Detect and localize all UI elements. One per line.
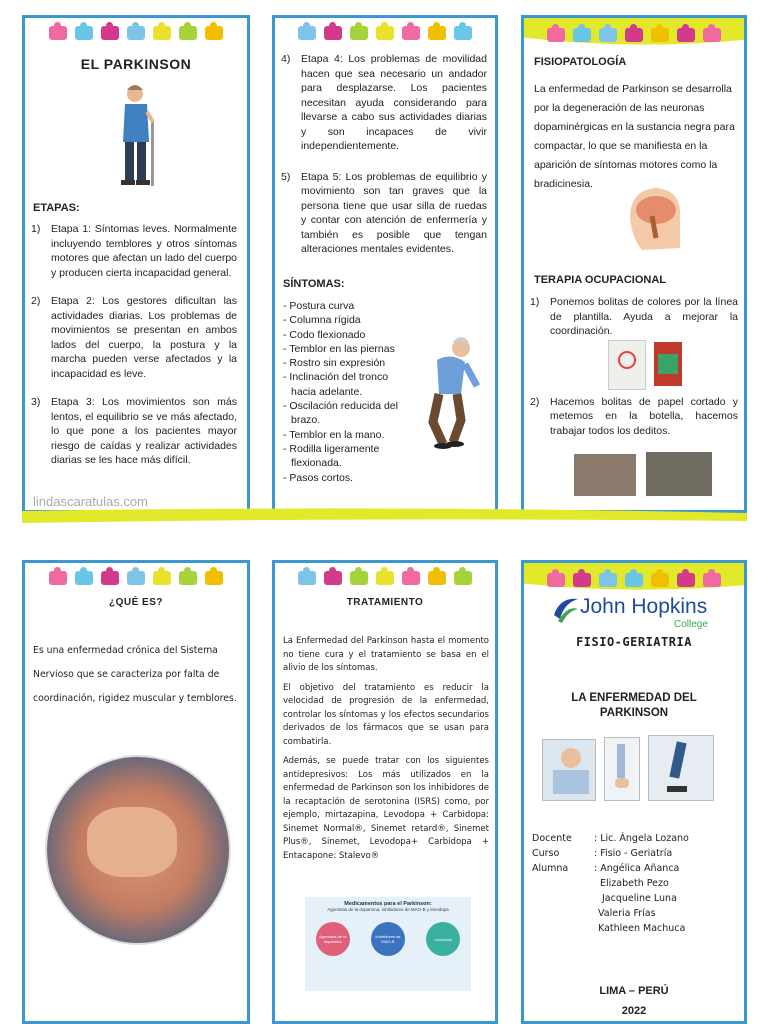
table-row: Valeria Frías [598, 908, 656, 919]
tratamiento-text [283, 635, 489, 863]
que-es-text: Es una enfermedad crónica del Sistema Nervioso que se caracteriza por falta de coordinación, rigidez muscular y temblores. [33, 645, 237, 704]
puzzle-decoration [524, 565, 744, 595]
list-item: - Oscilación reducida del brazo. [283, 400, 398, 427]
main-title: LA ENFERMEDAD DEL PARKINSON [571, 692, 697, 719]
list-item: - Rostro sin expresión [283, 357, 386, 370]
list-item: - Rodilla ligeramente flexionada. [283, 442, 380, 470]
puzzle-decoration [275, 563, 495, 593]
elderly-walker-figure [113, 80, 161, 190]
panel-portada [521, 560, 747, 1024]
list-item: - Temblor en las piernas [283, 342, 395, 355]
panel-el-parkinson [22, 15, 250, 513]
table-row: Elizabeth Pezo [600, 878, 669, 889]
puzzle-decoration [25, 18, 247, 48]
logo-swoosh-icon [550, 595, 580, 623]
pill-mao-b: Inhibidores de MAO-B [371, 922, 405, 956]
stooped-man-figure [421, 334, 485, 450]
patient-photo-2 [604, 737, 640, 801]
program-name: FISIO-GERIATRIA [576, 635, 692, 649]
therapy-photo-1 [608, 340, 646, 390]
list-item: - Temblor en la mano. [283, 428, 385, 441]
infographic-subtitle: Agonistas de la dopamina, inhibidores de MAO-B y levodopa [327, 907, 449, 912]
etapas-list-cont [275, 52, 487, 267]
etapas-heading: ETAPAS: [33, 202, 80, 214]
therapy-photo-4 [646, 452, 712, 496]
list-item: 2) Etapa 2: Los gestores dificultan las actividades diarias. Los problemas de movimientos se presentan en ambos lados del cuerpo, la postura y la marcha pueden verse afectados y la incapacidad es leve. [31, 295, 237, 380]
sintomas-list [283, 299, 411, 485]
puzzle-decoration [275, 18, 495, 48]
hands-photo [45, 755, 231, 945]
patient-photo-3 [648, 735, 714, 801]
watermark: lindascaratulas.com [33, 494, 148, 509]
paragraph: El objetivo del tratamiento es reducir la velocidad de progresión de la enfermedad, controlar los síntomas y los efectos secundarios derivados de los fármacos que se usan para combatirla. [283, 682, 489, 747]
list-item: - Pasos cortos. [283, 471, 354, 484]
pill-levodopa: Levodopa [426, 922, 460, 956]
table-row: Kathleen Machuca [598, 923, 686, 934]
table-row: Docente : Lic. Ángela Lozano [532, 833, 689, 844]
brain-head-figure [622, 178, 686, 258]
yellow-streak-decoration [22, 507, 747, 525]
list-item: 5) Etapa 5: Los problemas de equilibrio y movimiento son tan graves que la persona tiene que usar silla de ruedas y contar con atención de enfermería y también es posible que tengan alteraciones mentales evidentes. [281, 170, 487, 255]
table-row: Curso : Fisio - Geriatría [532, 848, 673, 859]
puzzle-decoration [25, 563, 247, 593]
list-item: - Columna rígida [283, 314, 361, 327]
pill-agonistas: Agonistas de la dopamina [316, 922, 350, 956]
panel-fisiopatologia [521, 15, 747, 513]
etapas-list [25, 222, 237, 478]
page-title: ¿QUÉ ES? [108, 597, 163, 608]
table-row: Jacqueline Luna [602, 893, 677, 904]
fisio-text: La enfermedad de Parkinson se desarrolla por la degeneración de las neuronas dopaminérgicas en la sustancia negra para compactar, lo que se manifiesta en la aparición de síntomas motores como la bradicinesia. [534, 83, 735, 190]
list-item: 2) Hacemos bolitas de papel cortado y metemos en la botella, hacemos trabajar todos los deditos. [530, 395, 738, 437]
panel-que-es [22, 560, 250, 1024]
logo-sub: College [674, 619, 708, 630]
list-item: - Codo flexionado [283, 328, 366, 341]
paragraph: La Enfermedad del Parkinson hasta el momento no tiene cura y el tratamiento se basa en el alivio de los síntomas. [283, 636, 489, 673]
page-title: EL PARKINSON [80, 56, 192, 72]
patient-photo-1 [542, 739, 596, 801]
list-item: - Inclinación del tronco hacia adelante. [283, 371, 389, 398]
list-item: 3) Etapa 3: Los movimientos son más lentos, el equilibrio se ve más afectado, lo que pone a los pacientes mayor riesgo de caídas y realizar actividades diarias se les hace más difícil. [31, 396, 237, 466]
panel-tratamiento [272, 560, 498, 1024]
list-item: 4) Etapa 4: Los problemas de movilidad hacen que sea necesario un andador para desplazarse. Los pacientes necesitan ayuda considerando para llevarse a cabo sus actividades diarias y son incapaces de vivir independientemente. [281, 53, 487, 152]
therapy-photo-3 [574, 454, 636, 496]
place: LIMA – PERÚ [599, 985, 669, 997]
infographic-title: Medicamentos para el Parkinson: [344, 901, 432, 907]
list-item: 1) Ponemos bolitas de colores por la línea de plantilla. Ayuda a mejorar la coordinación. [530, 296, 738, 337]
panel-etapas-sintomas [272, 15, 498, 513]
page-title: TRATAMIENTO [346, 597, 424, 608]
table-row: Alumna : Angélica Añanca [532, 863, 680, 874]
therapy-photo-2 [654, 342, 682, 386]
year: 2022 [621, 1005, 647, 1017]
credits-table [532, 831, 689, 936]
list-item: - Postura curva [283, 300, 355, 312]
sintomas-heading: SÍNTOMAS: [283, 278, 345, 290]
medication-infographic [305, 897, 471, 991]
terapia-heading: TERAPIA OCUPACIONAL [534, 274, 666, 286]
puzzle-decoration [524, 20, 744, 50]
list-item: 1) Etapa 1: Síntomas leves. Normalmente incluyendo temblores y otros síntomas motores que afectan un lado del cuerpo y producen cierta incapacidad general. [31, 223, 237, 279]
logo [550, 595, 730, 635]
fisio-heading: FISIOPATOLOGÍA [534, 56, 627, 68]
paragraph: Además, se puede tratar con los siguientes antidepresivos: Los más utilizados en la enfermedad de Parkinson son los inhibidores de la recaptación de serotonina (ISRS) como, por ejemplo, mirtazapina, Levodopa + Carbidopa: Sinemet Normal®, Sinemet retard®, Sinemet Plus®, Sinemet, Levodopa+ Carbidopa + Entacapone: Stalevo® [283, 756, 489, 861]
logo-name: John Hopkins [580, 595, 708, 618]
